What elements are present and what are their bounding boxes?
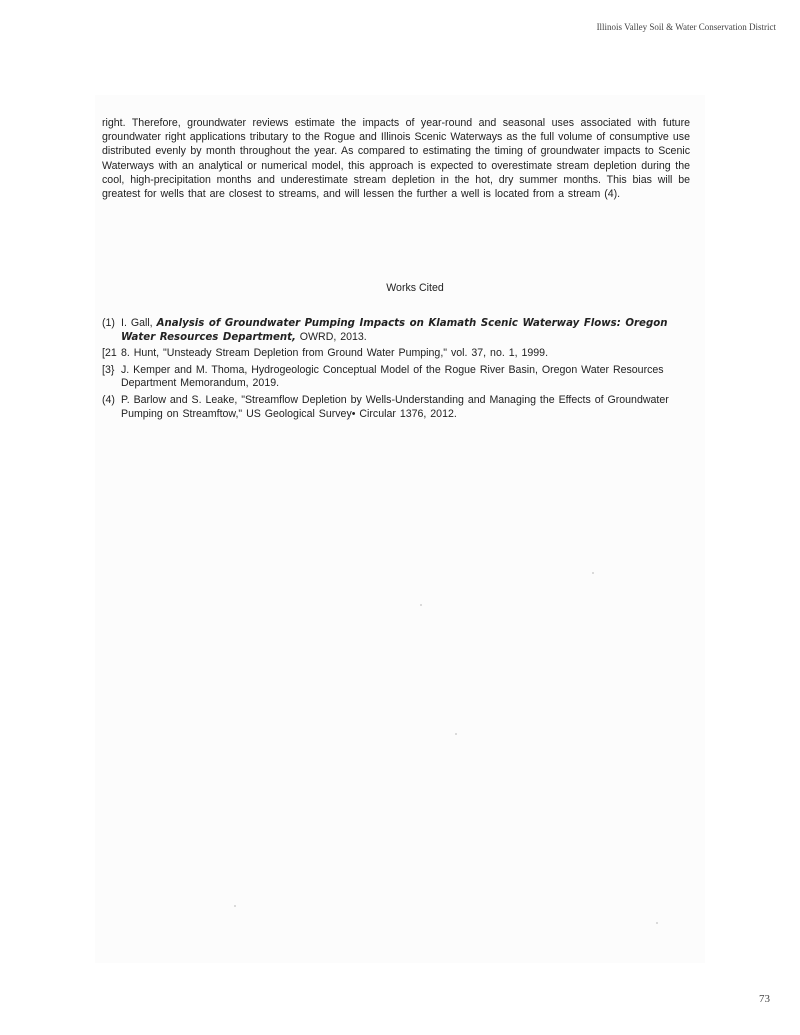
works-cited-list bbox=[102, 317, 702, 424]
reference-number: (1) bbox=[102, 317, 115, 329]
reference-number: [21 bbox=[102, 347, 117, 360]
works-cited-heading: Works Cited bbox=[386, 282, 444, 294]
scan-speck bbox=[420, 604, 422, 606]
reference-author: I. Gall, bbox=[121, 317, 157, 329]
reference-item-4 bbox=[102, 394, 702, 421]
scan-speck bbox=[234, 905, 236, 907]
body-paragraph: right. Therefore, groundwater reviews estimate the impacts of year-round and seasonal uses associated with future groundwater right applications tributary to the Rogue and Illinois Scenic Waterways as the full volume of consumptive use distributed evenly by month throughout the year. As compared to estimating the timing of groundwater impacts to Scenic Waterways with an analytical or numerical model, this approach is expected to overestimate stream depletion during the cool, high-precipitation months and underestimate stream depletion in the hot, dry summer months. This bias will be greatest for wells that are closest to streams, and will lessen the further a well is located from a stream (4). bbox=[102, 117, 690, 201]
scanned-page-area bbox=[95, 95, 705, 963]
reference-item-1 bbox=[102, 317, 702, 344]
reference-text: 8. Hunt, "Unsteady Stream Depletion from Ground Water Pumping," vol. 37, no. 1, 1999. bbox=[121, 347, 549, 360]
reference-text: P. Barlow and S. Leake, "Streamflow Depletion by Wells-Understanding and Managing the Effects of Groundwater Pumping on Streamftow," US Geological Survey• Circular 1376, 2012. bbox=[121, 393, 669, 420]
reference-item-3 bbox=[102, 364, 702, 391]
reference-number: [3} bbox=[102, 363, 115, 376]
scan-speck bbox=[455, 733, 457, 735]
scan-speck bbox=[656, 922, 658, 924]
scan-speck bbox=[592, 572, 594, 574]
reference-publisher: OWRD, 2013. bbox=[295, 330, 367, 343]
running-header: Illinois Valley Soil & Water Conservation District bbox=[596, 22, 776, 32]
reference-text: J. Kemper and M. Thoma, Hydrogeologic Conceptual Model of the Rogue River Basin, Oregon Water Resources Department Memorandum, 2019. bbox=[121, 363, 664, 390]
reference-number: (4) bbox=[102, 393, 115, 406]
reference-title: Analysis of Groundwater Pumping Impacts on Klamath Scenic Waterway Flows: Oregon Water Resources Department, bbox=[121, 318, 668, 343]
reference-item-2 bbox=[102, 347, 702, 361]
page-number: 73 bbox=[759, 993, 770, 1005]
